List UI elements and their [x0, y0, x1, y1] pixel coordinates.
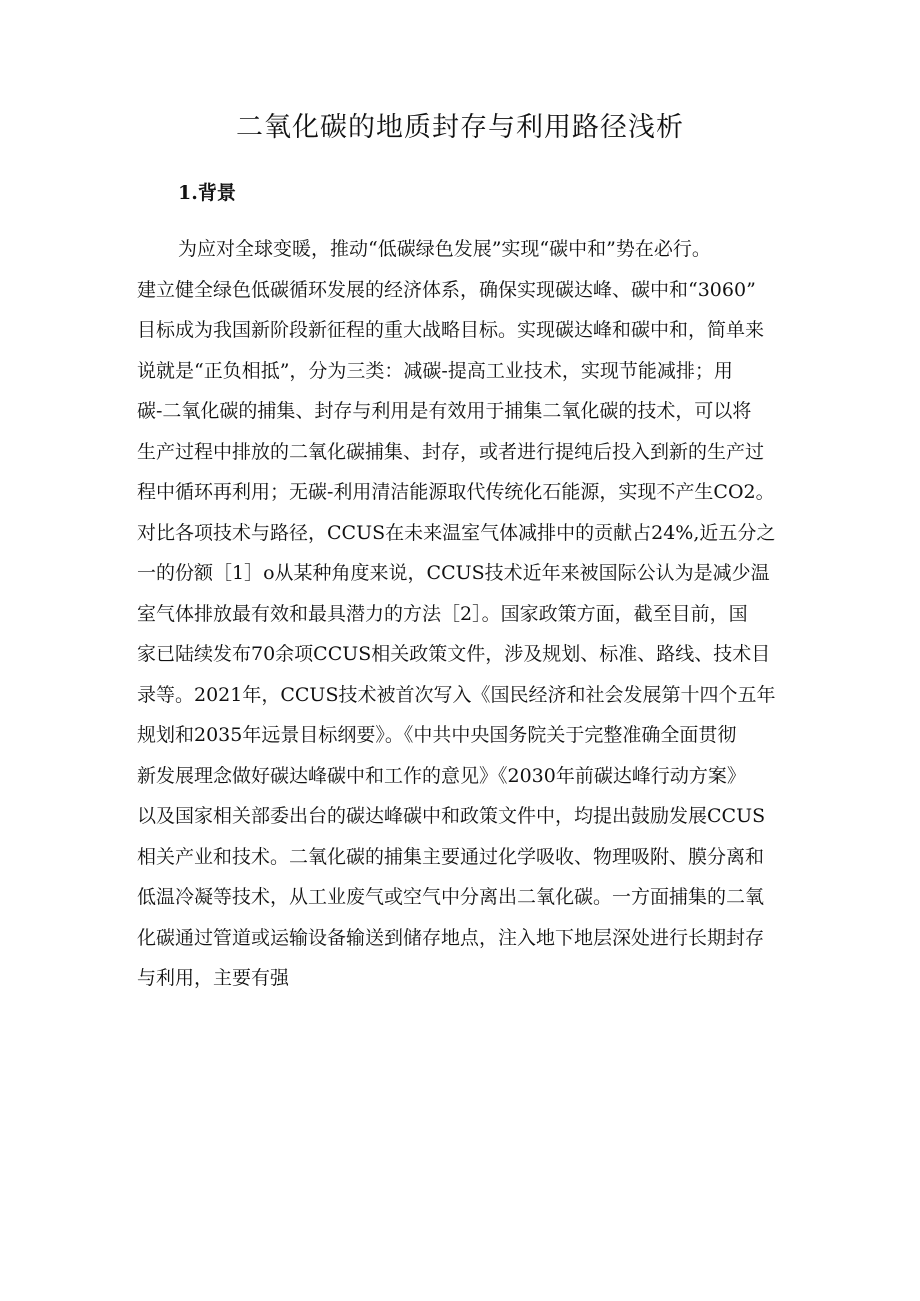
paragraph-line: 与利用，主要有强 — [137, 967, 290, 989]
paragraph-line: 相关产业和技术。二氧化碳的捕集主要通过化学吸收、物理吸附、膜分离和 — [137, 845, 765, 868]
paragraph-line: 说就是“正负相抵”，分为三类：减碳-提高工业技术，实现节能减排；用 — [137, 359, 733, 382]
paragraph-line: 新发展理念做好碳达峰碳中和工作的意见》《2030年前碳达峰行动方案》 — [137, 764, 746, 787]
paragraph-line: 化碳通过管道或运输设备输送到储存地点，注入地下地层深处进行长期封存 — [137, 926, 765, 949]
paragraph-line: 以及国家相关部委出台的碳达峰碳中和政策文件中，均提出鼓励发展CCUS — [137, 805, 766, 827]
paragraph-line: 低温冷凝等技术，从工业废气或空气中分离出二氧化碳。一方面捕集的二氧 — [137, 886, 765, 908]
paragraph-line: 室气体排放最有效和最具潜力的方法［2］。国家政策方面，截至目前，国 — [137, 602, 748, 625]
paragraph-line: 为应对全球变暖，推动“低碳绿色发展”实现“碳中和”势在必行。 — [178, 238, 711, 260]
paragraph-line: 规划和2035年远景目标纲要》。《中共中央国务院关于完整准确全面贯彻 — [137, 724, 737, 746]
paragraph-line: 建立健全绿色低碳循环发展的经济体系，确保实现碳达峰、碳中和“3060” — [137, 278, 756, 301]
paragraph-line: 对比各项技术与路径，CCUS在未来温室气体减排中的贡献占24%,近五分之 — [137, 521, 776, 544]
paragraph-line: 碳-二氧化碳的捕集、封存与利用是有效用于捕集二氧化碳的技术，可以将 — [137, 400, 752, 422]
paragraph-line: 一的份额［1］o从某种角度来说，CCUS技术近年来被国际公认为是减少温 — [137, 562, 770, 584]
paragraph-line: 程中循环再利用；无碳-利用清洁能源取代传统化石能源，实现不产生CO2。 — [137, 481, 775, 503]
section-heading: 1.背景 — [178, 182, 236, 204]
paragraph-line: 目标成为我国新阶段新征程的重大战略目标。实现碳达峰和碳中和，简单来 — [137, 319, 765, 341]
body-paragraph — [137, 229, 920, 999]
paragraph-line: 生产过程中排放的二氧化碳捕集、封存，或者进行提纯后投入到新的生产过 — [137, 440, 765, 463]
document-title: 二氧化碳的地质封存与利用路径浅析 — [236, 112, 684, 143]
paragraph-line: 录等。2021年，CCUS技术被首次写入《国民经济和社会发展第十四个五年 — [137, 683, 776, 706]
paragraph-line: 家已陆续发布70余项CCUS相关政策文件，涉及规划、标准、路线、技术目 — [137, 643, 771, 665]
